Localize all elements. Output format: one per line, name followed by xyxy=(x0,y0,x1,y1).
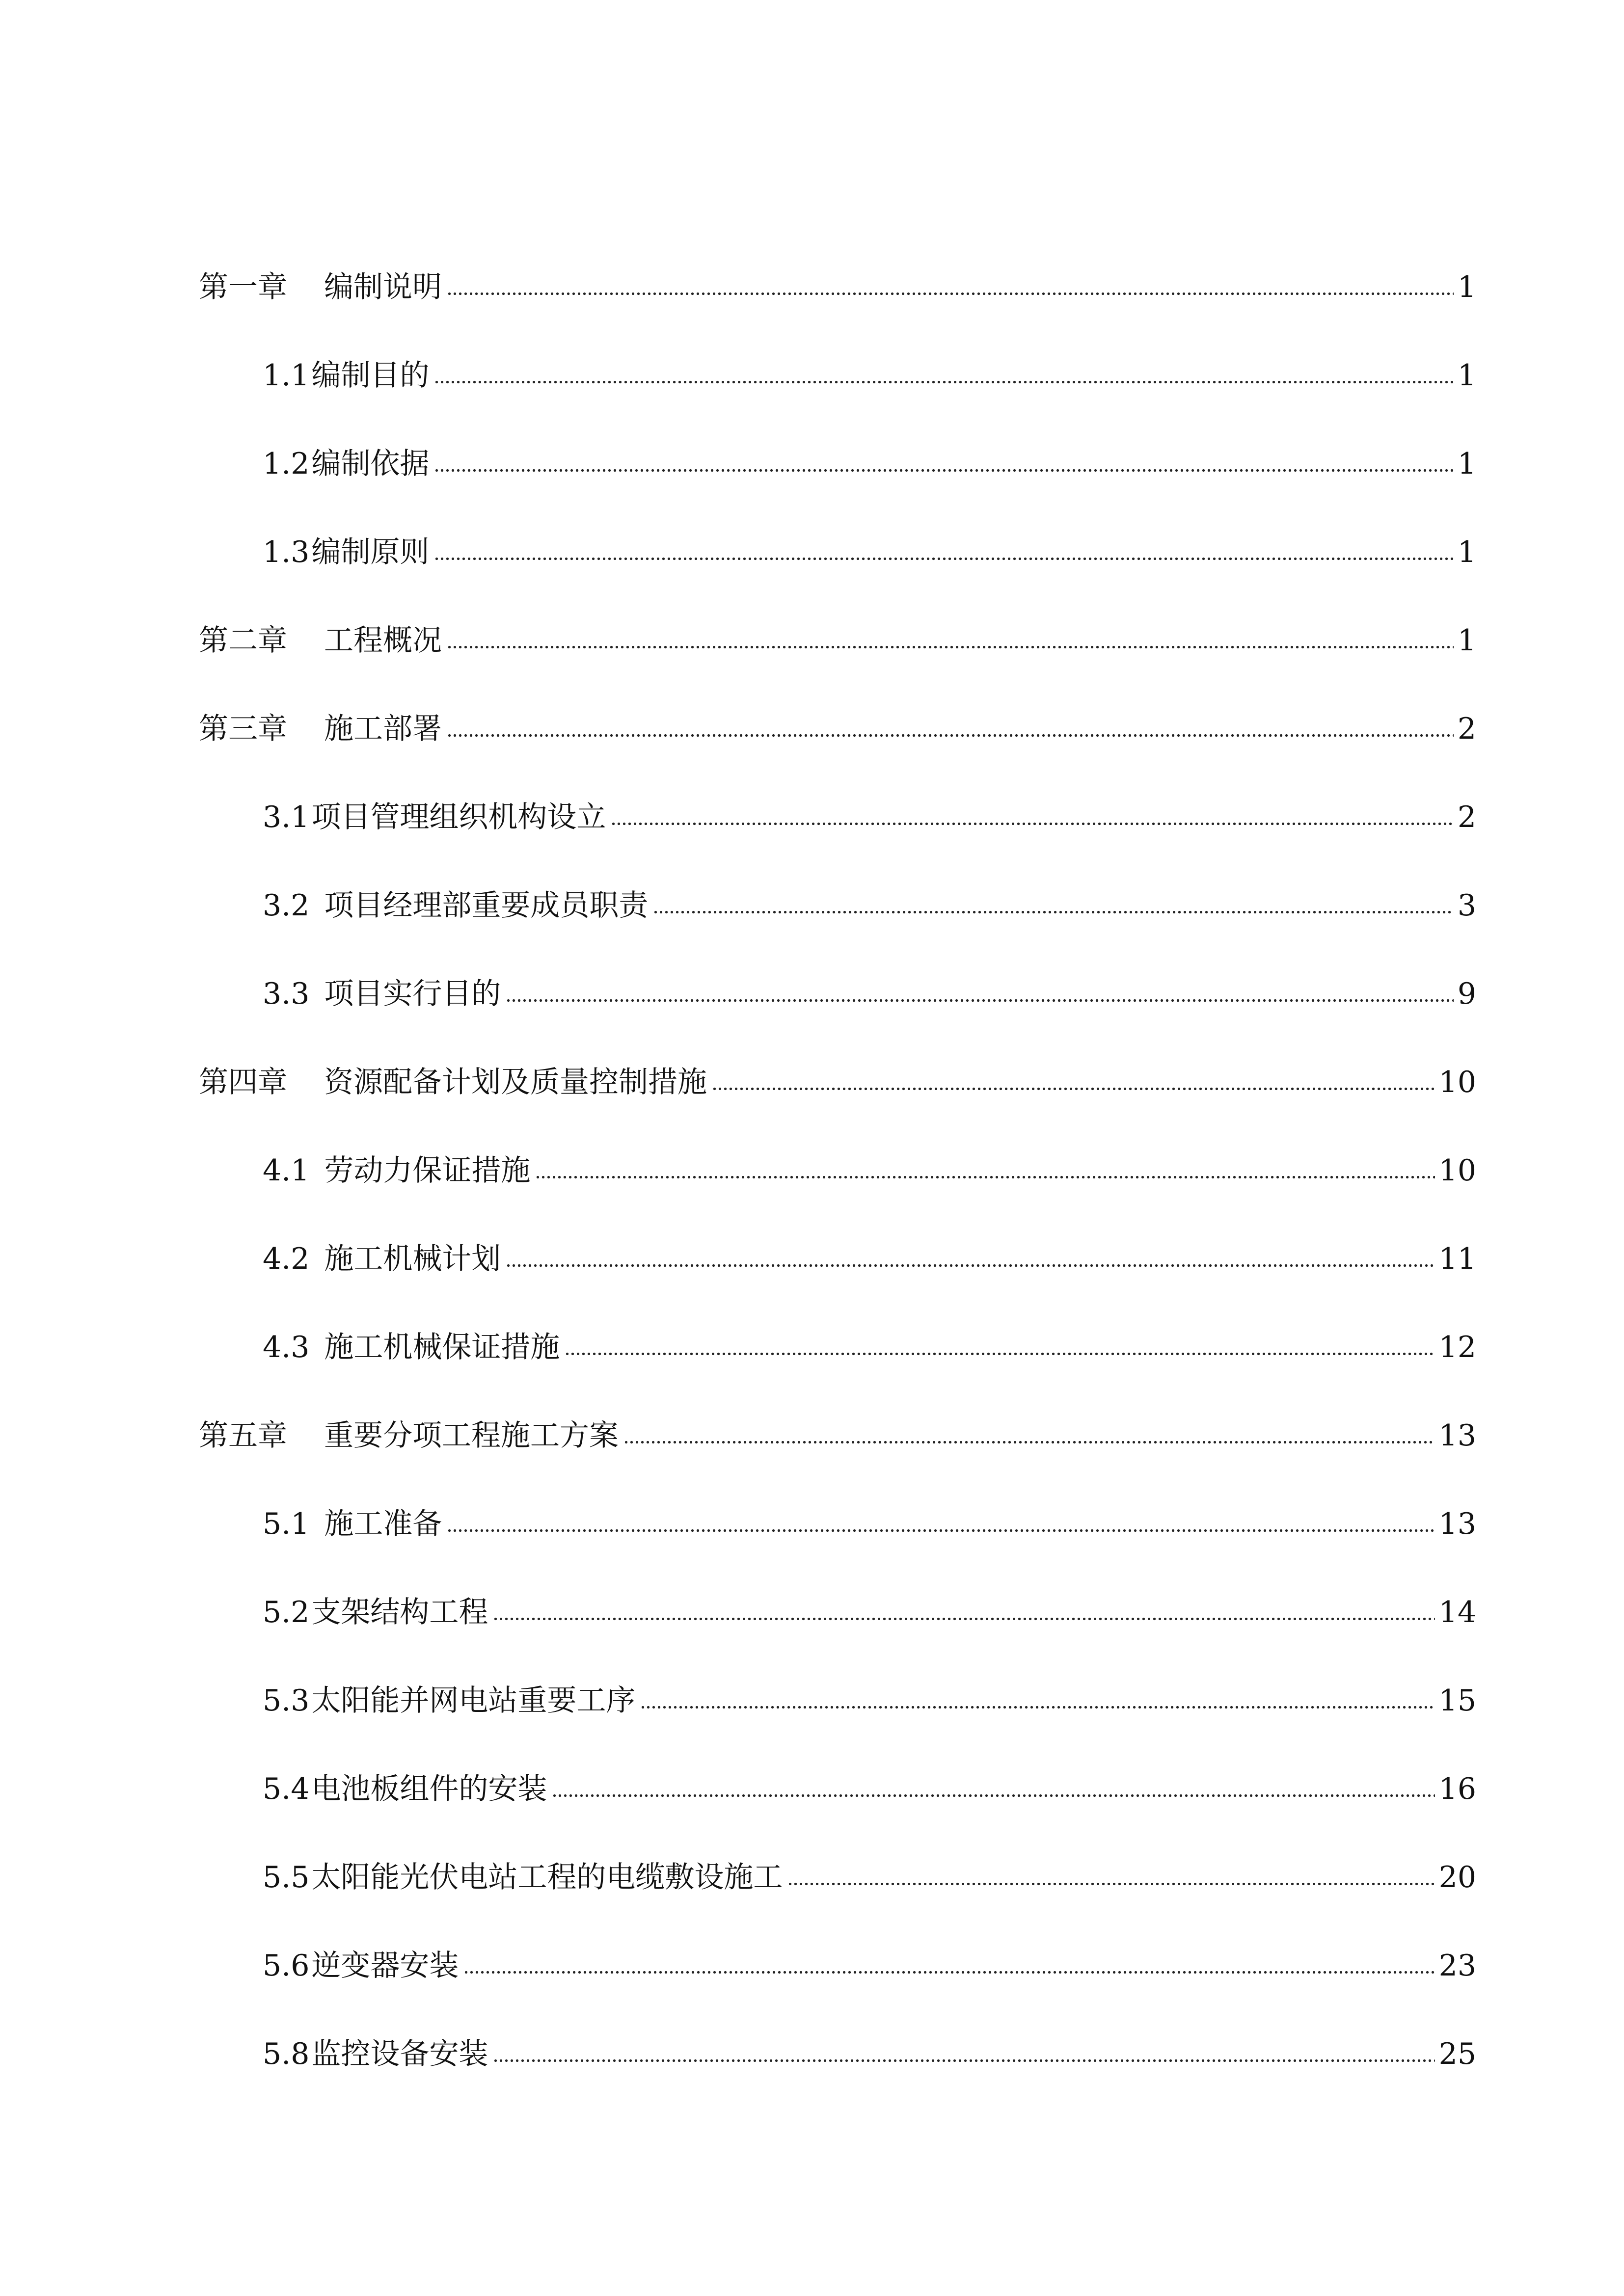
toc-entry-title: 监控设备安装 xyxy=(311,2037,488,2071)
toc-entry-number: 5.2 xyxy=(263,1595,310,1629)
toc-section-5-3[interactable] xyxy=(263,1681,1476,1720)
toc-entry-title: 工程概况 xyxy=(324,623,442,658)
toc-entry-page: 12 xyxy=(1438,1330,1476,1364)
dot-leader xyxy=(493,1615,1435,1622)
toc-entry-page: 1 xyxy=(1457,447,1476,481)
toc-entry-number: 4.3 xyxy=(263,1330,310,1364)
toc-entry-title: 资源配备计划及质量控制措施 xyxy=(324,1065,707,1099)
dot-leader xyxy=(447,732,1454,739)
toc-entry-number: 1.1 xyxy=(263,358,310,393)
toc-entry-title: 重要分项工程施工方案 xyxy=(324,1418,619,1453)
toc-entry-number: 第三章 xyxy=(199,712,287,746)
dot-leader xyxy=(447,643,1454,650)
toc-entry-page: 9 xyxy=(1457,977,1476,1011)
dot-leader xyxy=(447,290,1454,297)
toc-entry-page: 11 xyxy=(1438,1242,1476,1276)
toc-entry-page: 2 xyxy=(1457,800,1476,834)
toc-section-3-1[interactable] xyxy=(263,798,1476,837)
toc-entry-page: 1 xyxy=(1457,535,1476,569)
toc-entry-number: 3.1 xyxy=(263,800,310,834)
toc-section-1-2[interactable] xyxy=(263,444,1476,483)
toc-section-4-1[interactable] xyxy=(263,1151,1476,1190)
dot-leader xyxy=(434,378,1453,385)
toc-entry-title: 编制原则 xyxy=(311,535,430,569)
dot-leader xyxy=(434,467,1453,474)
toc-entry-number: 第五章 xyxy=(199,1418,287,1453)
toc-entry-page: 3 xyxy=(1457,888,1476,923)
toc-chapter-3[interactable] xyxy=(199,709,1476,748)
toc-entry-title: 编制说明 xyxy=(324,270,442,304)
toc-entry-page: 13 xyxy=(1438,1418,1476,1453)
dot-leader xyxy=(653,908,1453,915)
toc-entry-title: 太阳能并网电站重要工序 xyxy=(311,1683,636,1718)
dot-leader xyxy=(447,1527,1435,1534)
toc-entry-number: 3.2 xyxy=(263,888,310,923)
dot-leader xyxy=(552,1792,1435,1799)
toc-entry-number: 5.5 xyxy=(263,1860,310,1895)
toc-entry-title: 项目管理组织机构设立 xyxy=(311,800,606,834)
toc-entry-number: 5.4 xyxy=(263,1772,310,1806)
toc-entry-title: 施工准备 xyxy=(324,1507,442,1541)
toc-entry-page: 15 xyxy=(1438,1683,1476,1718)
toc-section-5-4[interactable] xyxy=(263,1769,1476,1809)
toc-section-1-1[interactable] xyxy=(263,356,1476,395)
toc-entry-page: 23 xyxy=(1438,1949,1476,1983)
toc-entry-title: 劳动力保证措施 xyxy=(324,1153,531,1188)
toc-chapter-2[interactable] xyxy=(199,621,1476,660)
toc-entry-page: 14 xyxy=(1438,1595,1476,1629)
dot-leader xyxy=(493,2057,1435,2064)
toc-section-5-1[interactable] xyxy=(263,1504,1476,1544)
dot-leader xyxy=(623,1439,1435,1445)
toc-entry-page: 25 xyxy=(1438,2037,1476,2071)
dot-leader xyxy=(640,1704,1435,1710)
toc-section-5-5[interactable] xyxy=(263,1858,1476,1897)
toc-section-4-3[interactable] xyxy=(263,1328,1476,1367)
toc-entry-number: 5.1 xyxy=(263,1507,310,1541)
toc-entry-title: 支架结构工程 xyxy=(311,1595,488,1629)
toc-entry-page: 10 xyxy=(1438,1065,1476,1099)
dot-leader xyxy=(535,1174,1435,1180)
toc-entry-title: 编制目的 xyxy=(311,358,430,393)
dot-leader xyxy=(611,820,1453,827)
toc-section-4-2[interactable] xyxy=(263,1239,1476,1279)
toc-section-5-8[interactable] xyxy=(263,2034,1476,2074)
toc-entry-page: 20 xyxy=(1438,1860,1476,1895)
toc-entry-number: 1.3 xyxy=(263,535,310,569)
toc-entry-number: 1.2 xyxy=(263,447,310,481)
toc-entry-number: 4.2 xyxy=(263,1242,310,1276)
dot-leader xyxy=(434,555,1453,562)
toc-entry-title: 施工机械保证措施 xyxy=(324,1330,560,1364)
toc-entry-page: 10 xyxy=(1438,1153,1476,1188)
toc-entry-number: 第一章 xyxy=(199,270,287,304)
toc-entry-title: 太阳能光伏电站工程的电缆敷设施工 xyxy=(311,1860,783,1895)
toc-section-1-3[interactable] xyxy=(263,533,1476,572)
toc-entry-number: 4.1 xyxy=(263,1153,310,1188)
toc-entry-page: 1 xyxy=(1457,623,1476,658)
toc-entry-title: 逆变器安装 xyxy=(311,1949,459,1983)
toc-entry-number: 5.8 xyxy=(263,2037,310,2071)
toc-entry-number: 第二章 xyxy=(199,623,287,658)
toc-entry-number: 5.3 xyxy=(263,1683,310,1718)
toc-entry-title: 项目经理部重要成员职责 xyxy=(324,888,649,923)
dot-leader xyxy=(463,1969,1435,1976)
toc-entry-page: 16 xyxy=(1438,1772,1476,1806)
dot-leader xyxy=(506,997,1453,1004)
toc-entry-title: 施工机械计划 xyxy=(324,1242,501,1276)
toc-entry-title: 电池板组件的安装 xyxy=(311,1772,547,1806)
toc-section-5-6[interactable] xyxy=(263,1946,1476,1985)
toc-chapter-1[interactable] xyxy=(199,267,1476,307)
toc-section-5-2[interactable] xyxy=(263,1593,1476,1632)
toc-entry-number: 第四章 xyxy=(199,1065,287,1099)
toc-section-3-3[interactable] xyxy=(263,974,1476,1014)
toc-entry-page: 2 xyxy=(1457,712,1476,746)
toc-entry-page: 1 xyxy=(1457,358,1476,393)
dot-leader xyxy=(787,1880,1435,1887)
toc-entry-number: 5.6 xyxy=(263,1949,310,1983)
toc-entry-page: 1 xyxy=(1457,270,1476,304)
toc-entry-title: 编制依据 xyxy=(311,447,430,481)
toc-chapter-5[interactable] xyxy=(199,1416,1476,1455)
toc-chapter-4[interactable] xyxy=(199,1063,1476,1102)
toc-entry-title: 项目实行目的 xyxy=(324,977,501,1011)
dot-leader xyxy=(506,1262,1435,1269)
toc-entry-title: 施工部署 xyxy=(324,712,442,746)
toc-entry-number: 3.3 xyxy=(263,977,310,1011)
dot-leader xyxy=(712,1085,1435,1092)
toc-section-3-2[interactable] xyxy=(263,886,1476,925)
dot-leader xyxy=(565,1350,1435,1357)
toc-entry-page: 13 xyxy=(1438,1507,1476,1541)
